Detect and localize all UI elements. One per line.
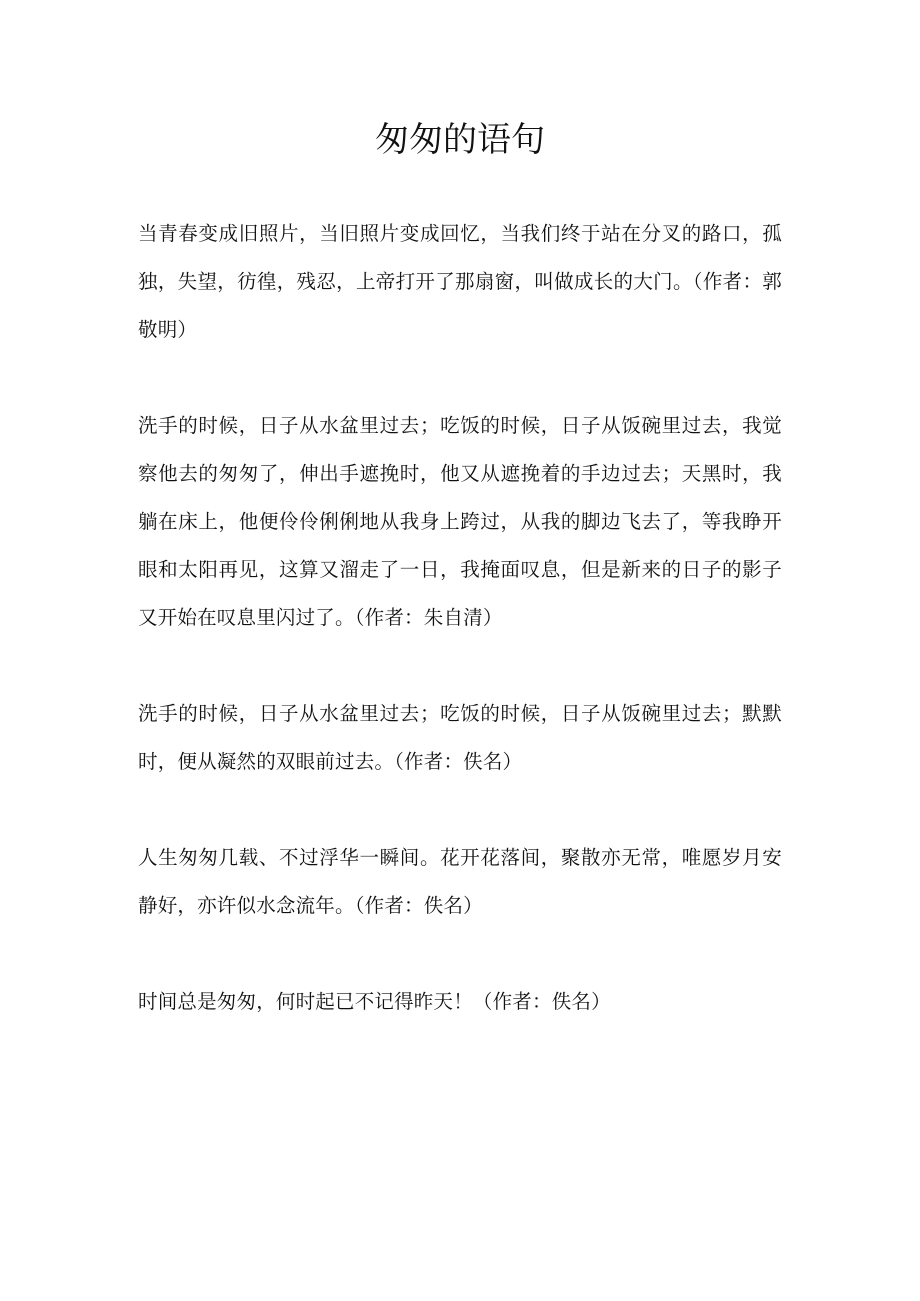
quote-paragraph-2: 洗手的时候，日子从水盆里过去；吃饭的时候，日子从饭碗里过去，我觉察他去的匆匆了，伸出手遮挽时，他又从遮挽着的手边过去；天黑时，我躺在床上，他便伶伶俐俐地从我身上跨过，从我的脚边飞去了，等我睁开眼和太阳再见，这算又溜走了一日，我掩面叹息，但是新来的日子的影子又开始在叹息里闪过了。（作者：朱自清） [138,414,782,629]
document-title: 匆匆的语句 [375,120,545,160]
quote-paragraph-5: 时间总是匆匆，何时起已不记得昨天！（作者：佚名） [138,990,611,1013]
quote-paragraph-1: 当青春变成旧照片，当旧照片变成回忆，当我们终于站在分叉的路口，孤独，失望，彷徨，残忍，上帝打开了那扇窗，叫做成长的大门。（作者：郭敬明） [138,222,782,341]
quote-paragraph-3: 洗手的时候，日子从水盆里过去；吃饭的时候，日子从饭碗里过去；默默时，便从凝然的双眼前过去。（作者：佚名） [138,702,782,773]
quote-paragraph-4: 人生匆匆几载、不过浮华一瞬间。花开花落间，聚散亦无常，唯愿岁月安静好，亦许似水念流年。（作者：佚名） [138,846,782,917]
